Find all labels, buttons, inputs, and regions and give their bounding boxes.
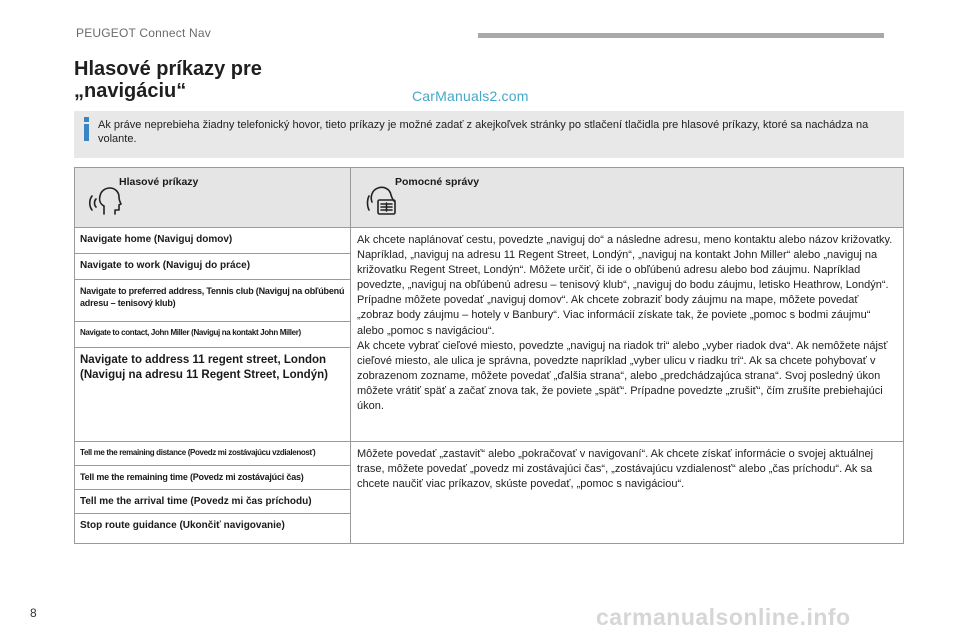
command-cell: Tell me the remaining distance (Povedz mi zostávajúcu vzdialenosť) bbox=[75, 442, 351, 466]
help-cell-route: Môžete povedať „zastaviť“ alebo „pokračovať v navigovaní“. Ak chcete získať informácie o svojej aktuálnej trase, môžete povedať „povedz mi zostávajúci čas“, „zostávajúcu vzdialenosť“ alebo „čas príchodu“. Ak sa chcete naučiť viac príkazov, skúste povedať, „pomoc s navigáciou“. bbox=[351, 442, 904, 544]
header-label-commands: Hlasové príkazy bbox=[119, 176, 199, 188]
command-cell: Navigate to preferred address, Tennis club (Naviguj na obľúbenú adresu – tenisový klub) bbox=[75, 280, 351, 322]
table-header-row bbox=[75, 168, 904, 228]
info-icon bbox=[84, 117, 89, 141]
command-cell: Stop route guidance (Ukončiť navigovanie) bbox=[75, 514, 351, 544]
header-label-help: Pomocné správy bbox=[395, 176, 480, 188]
voice-command-icon bbox=[89, 180, 123, 216]
page-number: 8 bbox=[30, 606, 37, 620]
header-divider-bar bbox=[478, 33, 884, 38]
help-cell-navigation: Ak chcete naplánovať cestu, povedzte „naviguj do“ a následne adresu, meno kontaktu alebo názov križovatky. Napríklad, „naviguj na adresu 11 Regent Street, Londýn“, „naviguj na kontakt John Miller“ alebo „naviguj na križovatku Regent Street, Londýn“. Môžete určiť, či ide o obľúbenú adresu alebo bod záujmu. Napríklad povedzte, „naviguj na obľúbenú adresu – tenisový klub“, „naviguj do bodu záujmu, letisko Heathrow, Londýn“. Prípadne môžete povedať „naviguj domov“. Ak chcete zobraziť body záujmu na mape, môžete povedať „zobraz body záujmu – hotely v Banbury“. Viac informácií získate tak, že poviete „pomoc s bodmi záujmu“ alebo „pomoc s navigáciou“. Ak chcete vybrať cieľové miesto, povedzte „naviguj na riadok tri“ alebo „vyber riadok dva“. Ak nemôžete nájsť cieľové miesto, ale ulica je správna, povedzte napríklad „vyber ulicu v riadku tri“. Ak sa chcete pohybovať v zobrazenom zozname, môžete povedať „ďalšia strana“, alebo „predchádzajúca strana“. Svoj posledný úkon môžete vrátiť späť a začať znova tak, že poviete „späť“. Prípadne povedzte „zrušiť“, čím zrušíte prebiehajúci úkon. bbox=[351, 228, 904, 442]
table-row bbox=[75, 442, 904, 466]
info-box bbox=[74, 111, 904, 158]
header-cell-help bbox=[351, 168, 904, 228]
command-cell: Navigate to work (Naviguj do práce) bbox=[75, 254, 351, 280]
table-row bbox=[75, 228, 904, 254]
command-cell: Navigate to contact, John Miller (Naviguj na kontakt John Miller) bbox=[75, 322, 351, 348]
help-messages-icon bbox=[365, 180, 399, 216]
watermark-top: CarManuals2.com bbox=[412, 88, 529, 104]
page-title-line-1: Hlasové príkazy pre bbox=[74, 58, 262, 80]
page-title-line-2: „navigáciu“ bbox=[74, 80, 187, 102]
header-cell-commands bbox=[75, 168, 351, 228]
command-cell: Tell me the remaining time (Povedz mi zostávajúci čas) bbox=[75, 466, 351, 490]
watermark-bottom: carmanualsonline.info bbox=[596, 604, 851, 630]
info-text: Ak práve neprebieha žiadny telefonický hovor, tieto príkazy je možné zadať z akejkoľvek stránky po stlačení tlačidla pre hlasové príkazy, ktoré sa nachádza na volante. bbox=[98, 119, 869, 145]
voice-commands-table bbox=[74, 167, 904, 544]
command-cell: Tell me the arrival time (Povedz mi čas príchodu) bbox=[75, 490, 351, 514]
header-title: PEUGEOT Connect Nav bbox=[76, 26, 211, 40]
command-cell: Navigate to address 11 regent street, London (Naviguj na adresu 11 Regent Street, Londýn) bbox=[75, 348, 351, 442]
page-title bbox=[74, 58, 404, 102]
command-cell: Navigate home (Naviguj domov) bbox=[75, 228, 351, 254]
